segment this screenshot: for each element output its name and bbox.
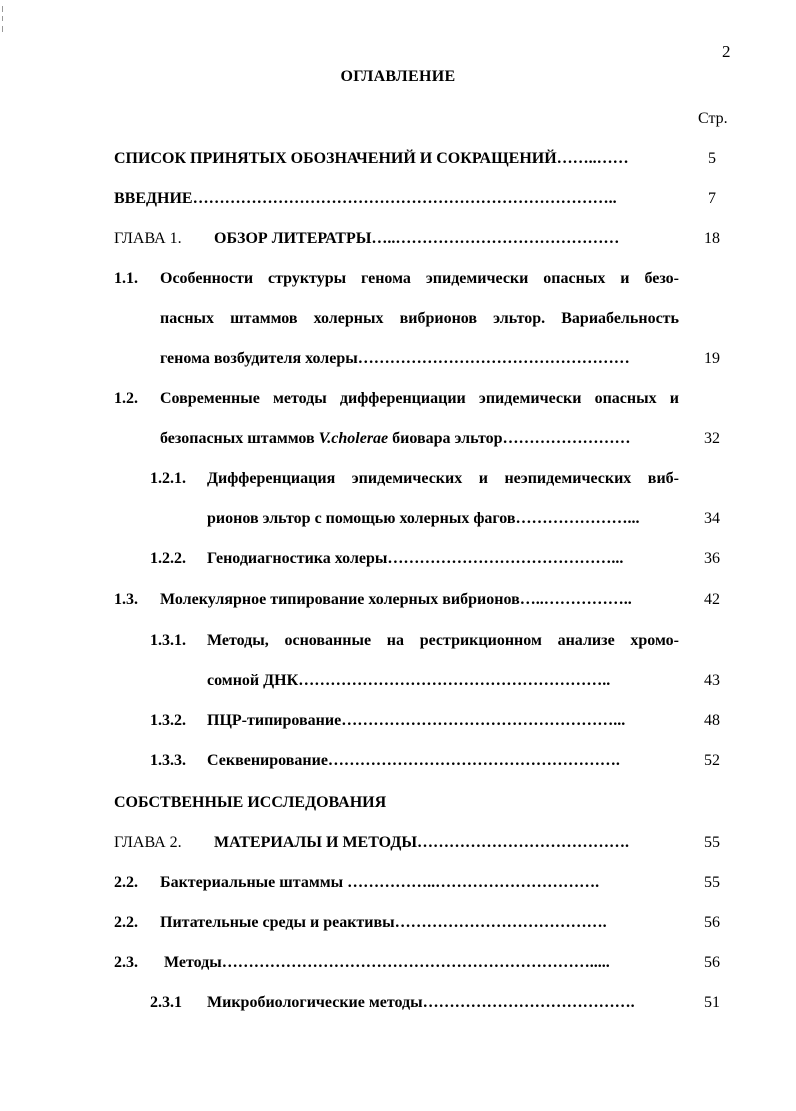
species-name: V.cholerae [318, 430, 389, 447]
toc-entry-1-2-line2[interactable] [160, 430, 631, 448]
scan-edge-mark [2, 16, 3, 21]
toc-entry-number: ГЛАВА 1. [114, 230, 182, 247]
toc-entry-chapter-2[interactable]: МАТЕРИАЛЫ И МЕТОДЫ…………………………………. [214, 834, 630, 851]
toc-entry-2-3-1[interactable]: Микробиологические методы…………………………………. [207, 994, 635, 1011]
toc-entry-1-2-line1[interactable]: Современные методы дифференциации эпидемически опасных и [160, 390, 679, 407]
toc-entry-1-3-2[interactable]: ПЦР-типирование……………………………………………... [207, 712, 626, 729]
toc-page-number: 36 [704, 550, 720, 567]
toc-text: биовара эльтор…………………… [388, 430, 631, 447]
toc-entry-1-3[interactable]: Молекулярное типирование холерных вибрионов…..…………….. [160, 591, 632, 608]
toc-entry-number: ГЛАВА 2. [114, 834, 182, 851]
toc-entry-2-3-methods[interactable]: Методы……………………………………………………………..... [164, 954, 610, 971]
toc-entry-abbreviations[interactable]: СПИСОК ПРИНЯТЫХ ОБОЗНАЧЕНИЙ И СОКРАЩЕНИЙ……..…… [114, 150, 629, 167]
toc-page-number: 19 [704, 350, 720, 367]
toc-page-number: 55 [704, 874, 720, 891]
toc-entry-number: 2.2. [114, 914, 138, 931]
toc-entry-2-2-media[interactable]: Питательные среды и реактивы…………………………………. [160, 914, 607, 931]
toc-entry-number: 1.2. [114, 390, 138, 407]
toc-entry-1-1-line2[interactable]: пасных штаммов холерных вибрионов эльтор. Вариабельность [160, 310, 679, 327]
toc-entry-number: 1.3.1. [150, 632, 186, 649]
toc-entry-number: 2.3. [114, 954, 138, 971]
toc-entry-2-2-strains[interactable]: Бактериальные штаммы ……………..…………………………. [160, 874, 600, 891]
toc-page-number: 42 [704, 591, 720, 608]
toc-entry-number: 1.3.3. [150, 752, 186, 769]
toc-page-number: 34 [704, 510, 720, 527]
toc-page-number: 52 [704, 752, 720, 769]
toc-page-number: 5 [708, 150, 716, 167]
page-title: ОГЛАВЛЕНИЕ [340, 68, 456, 85]
toc-text: безопасных штаммов [160, 430, 319, 447]
page-column-header: Стр. [698, 110, 728, 127]
toc-page-number: 7 [708, 190, 716, 207]
toc-entry-number: 1.3. [114, 591, 138, 608]
toc-page-number: 56 [704, 914, 720, 931]
toc-entry-number: 1.2.1. [150, 470, 186, 487]
toc-entry-number: 2.2. [114, 874, 138, 891]
toc-entry-1-2-1-line1[interactable]: Дифференциация эпидемических и неэпидемических виб- [207, 470, 679, 487]
page-number: 2 [722, 42, 731, 61]
toc-entry-number: 1.1. [114, 270, 138, 287]
scan-edge-mark [2, 26, 3, 32]
toc-entry-introduction[interactable]: ВВЕДНИЕ…………………………………………………………………….. [114, 190, 617, 207]
toc-entry-number: 1.2.2. [150, 550, 186, 567]
toc-entry-1-2-1-line2[interactable]: рионов эльтор с помощью холерных фагов…………………... [207, 510, 640, 527]
toc-entry-number: 2.3.1 [150, 994, 182, 1011]
scan-edge-mark [2, 6, 3, 12]
toc-entry-1-1-line1[interactable]: Особенности структуры генома эпидемически опасных и безо- [160, 270, 679, 287]
toc-page-number: 18 [704, 230, 720, 247]
toc-page-number: 51 [704, 994, 720, 1011]
toc-section-heading[interactable]: СОБСТВЕННЫЕ ИССЛЕДОВАНИЯ [114, 794, 387, 811]
toc-page-number: 43 [704, 672, 720, 689]
toc-entry-1-3-1-line2[interactable]: сомной ДНК………………………………………………….. [207, 672, 611, 689]
toc-entry-number: 1.3.2. [150, 712, 186, 729]
toc-entry-chapter-1[interactable]: ОБЗОР ЛИТЕРАТРЫ…..…………………………………… [214, 230, 620, 247]
toc-page-number: 55 [704, 834, 720, 851]
toc-entry-1-1-line3[interactable]: генома возбудителя холеры…………………………………………… [160, 350, 630, 367]
toc-page-number: 32 [704, 430, 720, 447]
toc-entry-1-2-2[interactable]: Генодиагностика холеры……………………………………... [207, 550, 624, 567]
toc-entry-1-3-3[interactable]: Секвенирование………………………………………………. [207, 752, 620, 769]
toc-page-number: 56 [704, 954, 720, 971]
toc-entry-1-3-1-line1[interactable]: Методы, основанные на рестрикционном анализе хромо- [207, 632, 679, 649]
toc-page-number: 48 [704, 712, 720, 729]
